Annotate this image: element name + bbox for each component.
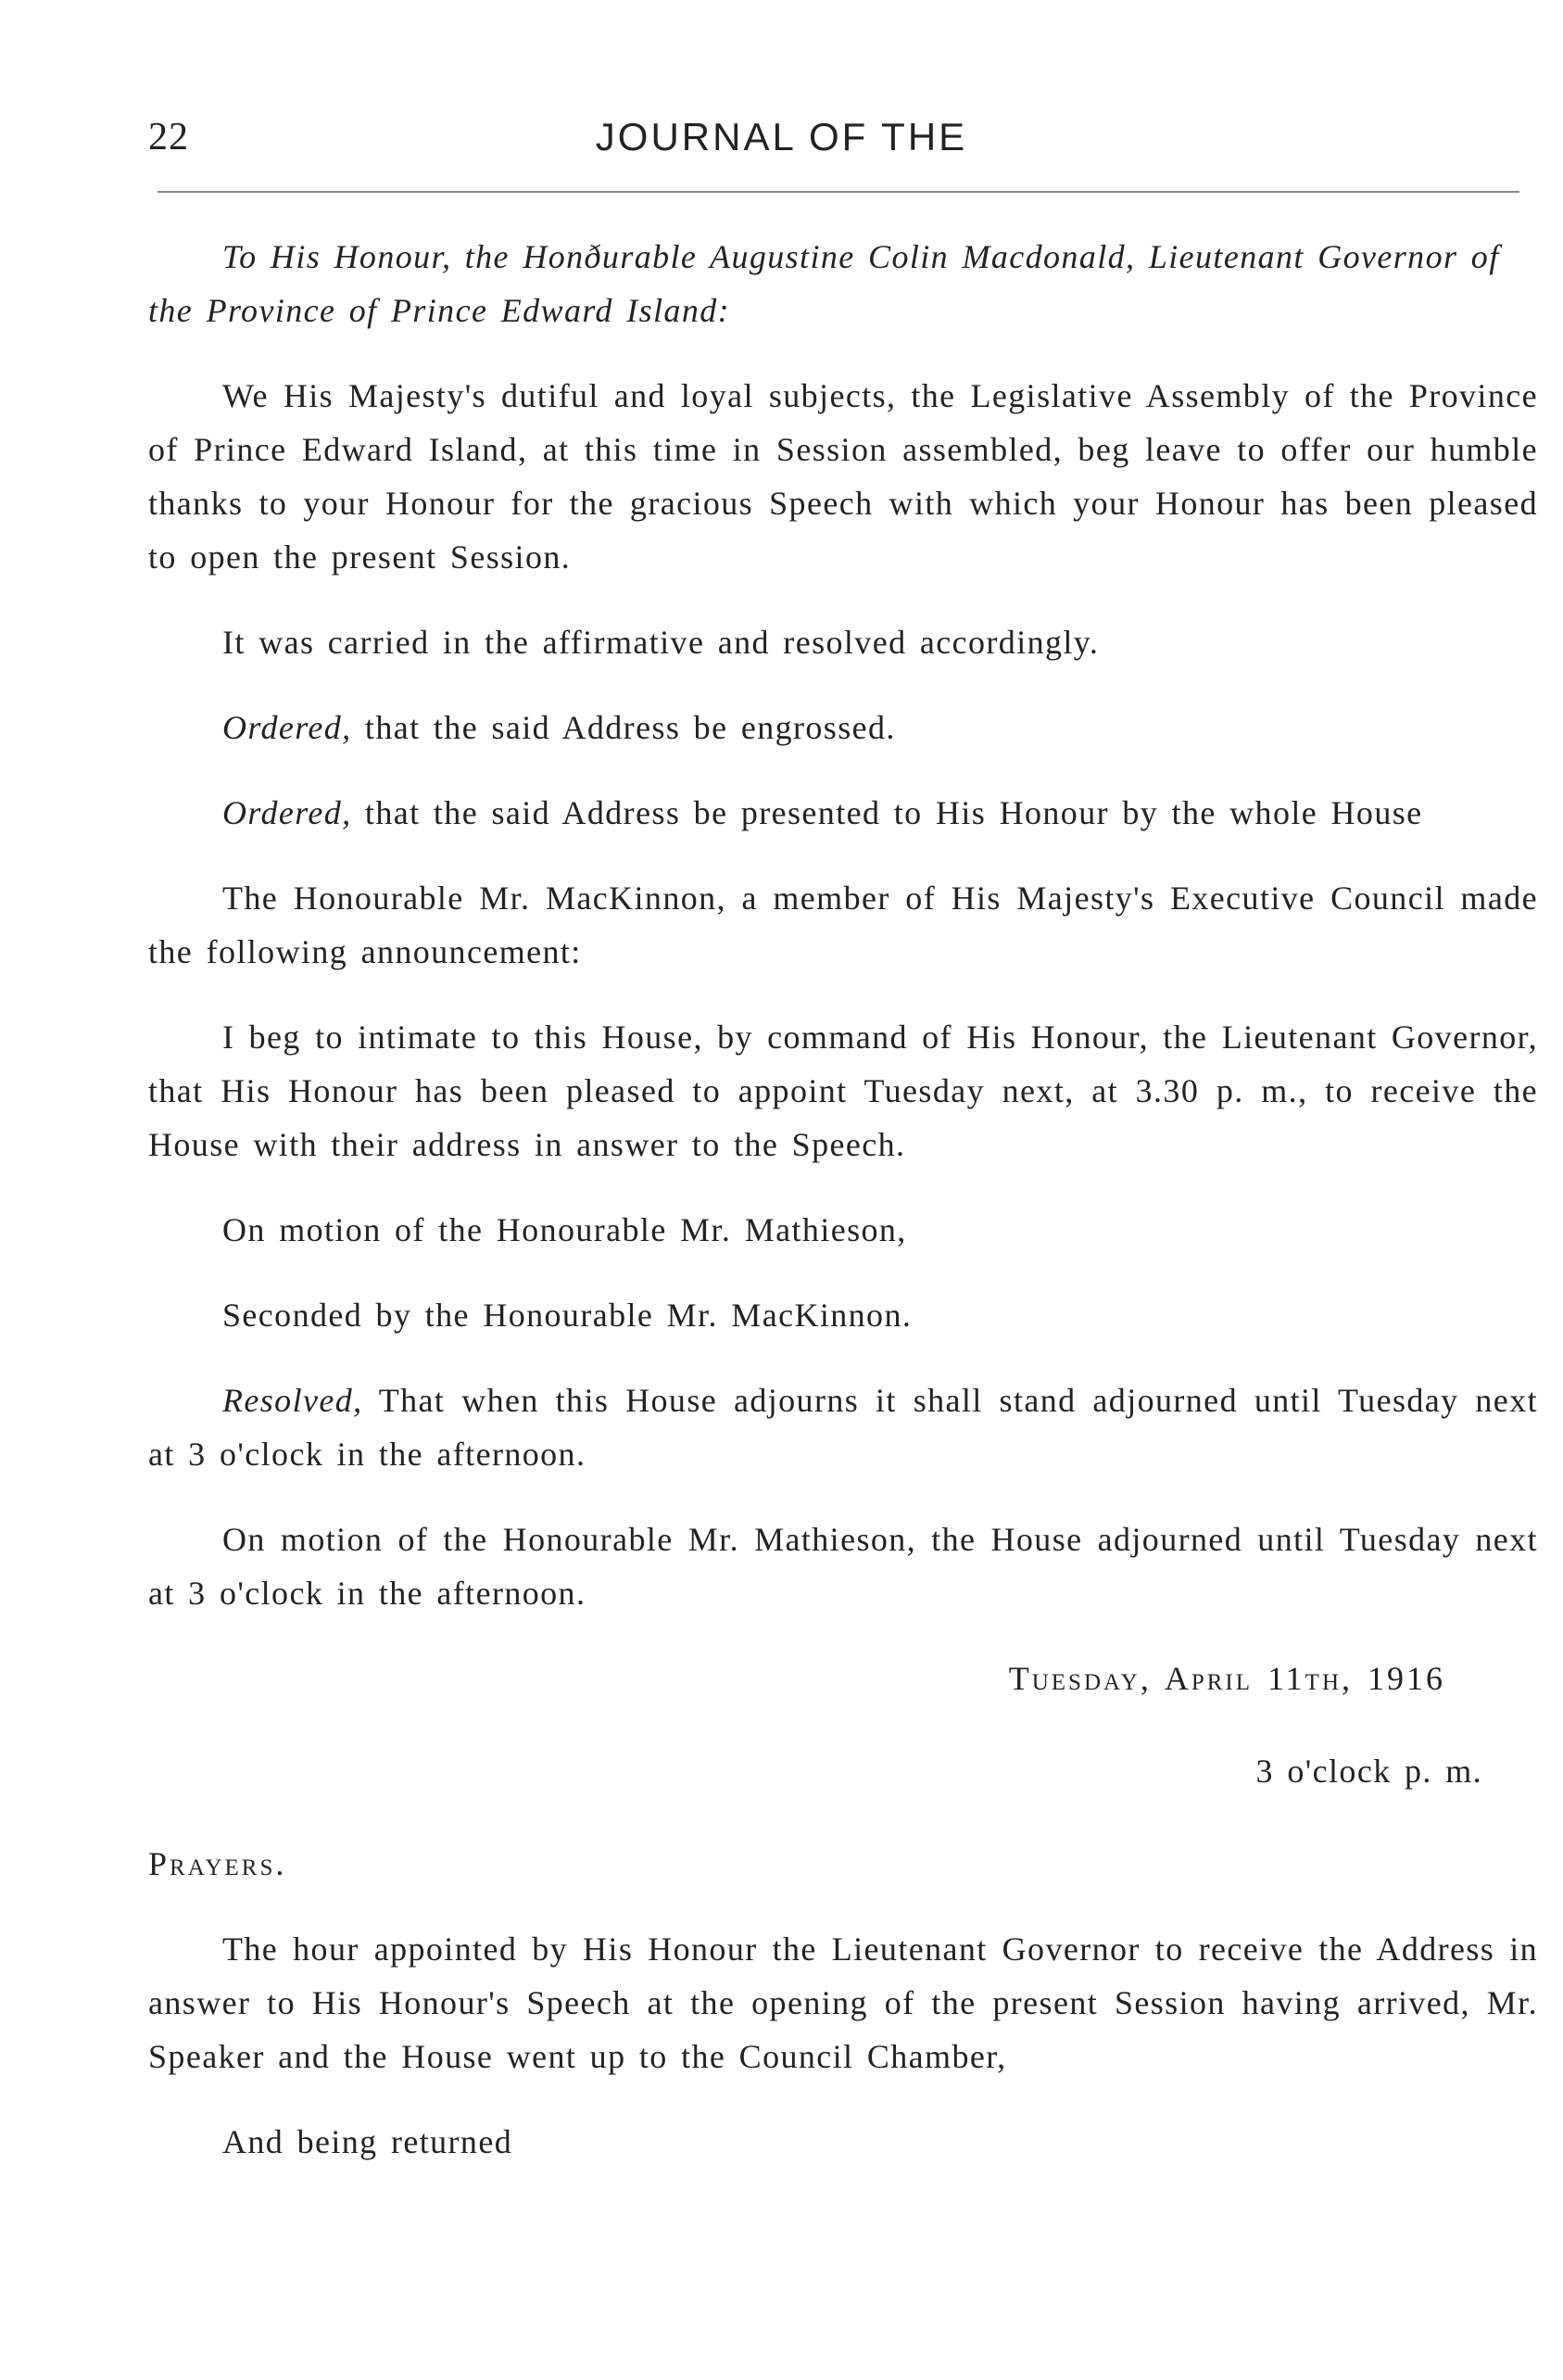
intimation-paragraph: I beg to intimate to this House, by command of His Honour, the Lieutenant Governor, that His Honour has been pleased to appoint Tuesday next, at 3.30 p. m., to receive the House with their address in answer to the Speech. bbox=[148, 1019, 1538, 1163]
returned-paragraph: And being returned bbox=[222, 2123, 513, 2160]
journal-body bbox=[148, 230, 1538, 2200]
ordered-label: Ordered, bbox=[222, 794, 352, 831]
motion-paragraph: On motion of the Honourable Mr. Mathieson, bbox=[222, 1211, 907, 1248]
header-rule bbox=[158, 191, 1519, 193]
carried-paragraph: It was carried in the affirmative and resolved accordingly. bbox=[222, 624, 1100, 661]
session-time: 3 o'clock p. m. bbox=[1255, 1753, 1482, 1790]
resolved-text: That when this House adjourns it shall stand adjourned until Tuesday next at 3 o'clock in the afternoon. bbox=[148, 1382, 1538, 1473]
resolved-label: Resolved, bbox=[222, 1382, 363, 1419]
adjournment-paragraph: On motion of the Honourable Mr. Mathieson, the House adjourned until Tuesday next at 3 o'clock in the afternoon. bbox=[148, 1521, 1538, 1612]
ordered-label: Ordered, bbox=[222, 709, 352, 746]
resolved-paragraph bbox=[148, 1374, 1538, 1481]
session-date: Tuesday, April 11th, 1916 bbox=[1008, 1660, 1445, 1697]
hour-appointed-paragraph: The hour appointed by His Honour the Lieutenant Governor to receive the Address in answer to His Honour's Speech at the opening of the present Session having arrived, Mr. Speaker and the House went up to the Council Chamber, bbox=[148, 1931, 1538, 2075]
ordered-presented-text: that the said Address be presented to His Honour by the whole House bbox=[351, 794, 1423, 831]
seconded-paragraph: Seconded by the Honourable Mr. MacKinnon. bbox=[222, 1297, 913, 1334]
ordered-engrossed-paragraph bbox=[148, 701, 1538, 754]
address-body: We His Majesty's dutiful and loyal subjects, the Legislative Assembly of the Province of Prince Edward Island, at this time in Session assembled, beg leave to offer our humble thanks to your Honour for the gracious Speech with which your Honour has been pleased to open the present Session. bbox=[148, 377, 1538, 576]
address-heading: To His Honour, the Honðurable Augustine Colin Macdonald, Lieutenant Governor of the Province of Prince Edward Island: bbox=[148, 238, 1500, 329]
running-title: JOURNAL OF THE bbox=[595, 115, 968, 158]
ordered-engrossed-text: that the said Address be engrossed. bbox=[351, 709, 896, 746]
page-number: 22 bbox=[148, 116, 189, 158]
prayers-heading: Prayers. bbox=[148, 1845, 287, 1882]
mackinnon-announcement-paragraph: The Honourable Mr. MacKinnon, a member of His Majesty's Executive Council made the following announcement: bbox=[148, 880, 1538, 970]
ordered-presented-paragraph bbox=[148, 786, 1538, 840]
